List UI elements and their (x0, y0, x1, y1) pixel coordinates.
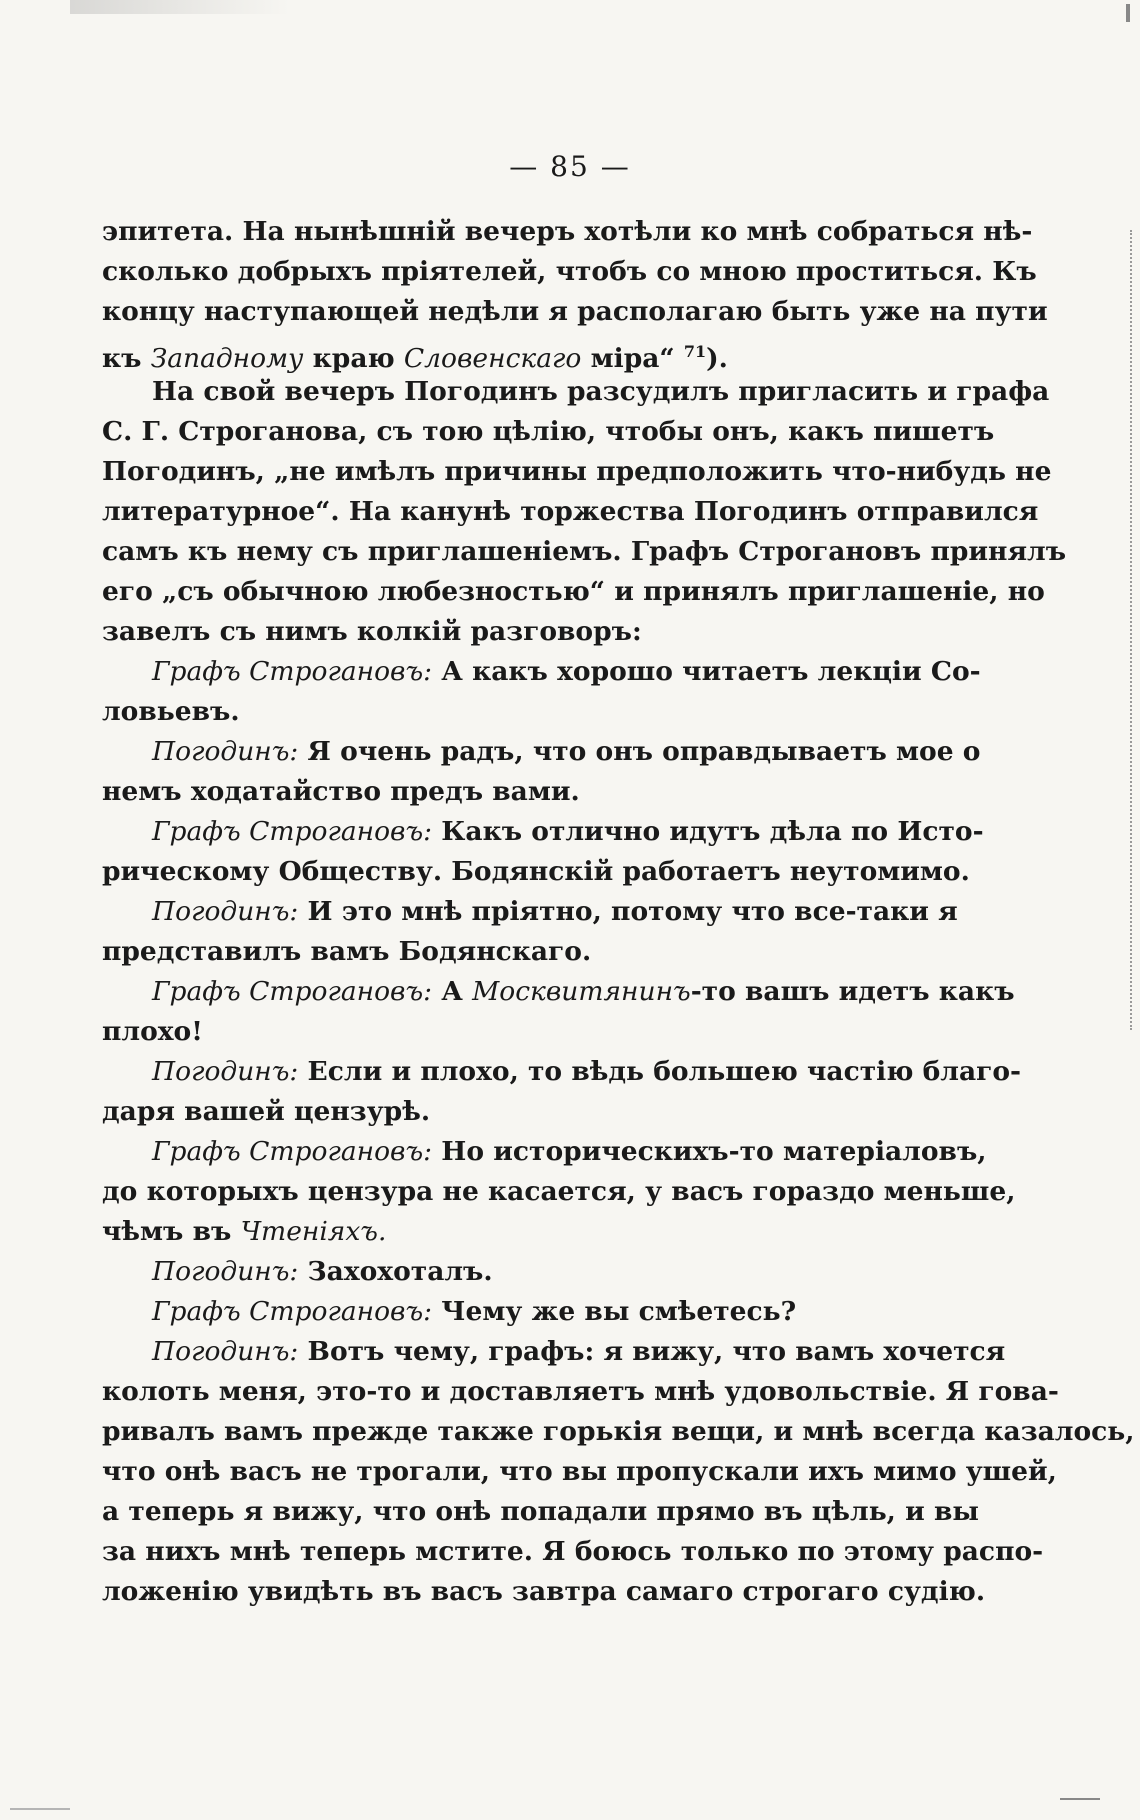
text-segment: А (432, 976, 473, 1007)
text-line (102, 492, 1039, 532)
text-line (102, 1172, 1016, 1212)
text-segment: а теперь я вижу, что онѣ попадали прямо въ цѣль, и вы (102, 1496, 979, 1527)
text-segment: Захохоталъ. (298, 1256, 493, 1287)
text-segment: Чему же вы смѣетесь? (432, 1296, 797, 1327)
scan-edge-mark-bottom-left (10, 1808, 70, 1810)
text-line (102, 212, 1033, 252)
text-line (102, 1412, 1135, 1452)
italic-text: Графъ Строгановъ: (152, 816, 433, 847)
text-segment: Но историческихъ-то матеріаловъ, (432, 1136, 987, 1167)
text-segment: сколько добрыхъ пріятелей, чтобъ со мною проститься. Къ (102, 256, 1037, 287)
text-line (102, 1132, 987, 1172)
text-line (102, 1052, 1022, 1092)
text-segment: до которыхъ цензура не касается, у васъ гораздо меньше, (102, 1176, 1016, 1207)
text-line (102, 652, 981, 692)
italic-text: Погодинъ: (152, 896, 299, 927)
text-segment: завелъ съ нимъ колкій разговоръ: (102, 616, 642, 647)
text-line (102, 1532, 1044, 1572)
italic-text: Словенскаго (403, 342, 582, 374)
text-segment: немъ ходатайство предъ вами. (102, 776, 580, 807)
text-line (102, 772, 938, 812)
text-segment: А какъ хорошо читаетъ лекціи Со- (432, 656, 981, 687)
text-line (102, 852, 970, 892)
text-line (102, 812, 984, 852)
text-segment: представилъ вамъ Бодянскаго. (102, 936, 592, 967)
italic-text: Погодинъ: (152, 1056, 299, 1087)
text-segment: И это мнѣ пріятно, потому что все-таки я (298, 896, 958, 927)
italic-text: Погодинъ: (152, 736, 299, 767)
text-segment: ловьевъ. (102, 696, 240, 727)
text-segment: плохо! (102, 1016, 203, 1047)
text-line (102, 1212, 938, 1252)
text-segment: Я очень радъ, что онъ оправдываетъ мое о (298, 736, 981, 767)
italic-text: Графъ Строгановъ: (152, 1136, 433, 1167)
text-segment: С. Г. Строганова, съ тою цѣлію, чтобы онъ, какъ пишетъ (102, 416, 995, 447)
text-segment: -то вашъ идетъ какъ (690, 976, 1015, 1007)
text-line (102, 412, 995, 452)
text-segment: литературное“. На канунѣ торжества Погодинъ отправился (102, 496, 1039, 527)
text-line (102, 1452, 1057, 1492)
italic-text: Погодинъ: (152, 1256, 299, 1287)
text-segment: что онѣ васъ не трогали, что вы пропускали ихъ мимо ушей, (102, 1456, 1057, 1487)
page-number: — 85 — (509, 150, 631, 183)
text-segment: концу наступающей недѣли я располагаю быть уже на пути (102, 296, 1048, 327)
scan-edge-marks (1100, 230, 1132, 1030)
scan-smudge (70, 0, 290, 14)
italic-text: Москвитянинъ (472, 976, 691, 1007)
text-line (102, 972, 1015, 1012)
text-line (102, 1492, 979, 1532)
text-line (102, 612, 938, 652)
text-segment: колоть меня, это-то и доставляетъ мнѣ удовольствіе. Я гова- (102, 1376, 1059, 1407)
text-line (102, 1012, 938, 1052)
text-segment: ложенію увидѣть въ васъ завтра самаго строгаго судію. (102, 1576, 986, 1607)
text-line (102, 1572, 986, 1612)
italic-text: Графъ Строгановъ: (152, 976, 433, 1007)
text-segment: чѣмъ въ (102, 1216, 241, 1247)
text-line (102, 692, 938, 732)
italic-text: Графъ Строгановъ: (152, 1296, 433, 1327)
italic-text: Чтеніяхъ. (240, 1216, 387, 1247)
text-segment: за нихъ мнѣ теперь мстите. Я боюсь только по этому распо- (102, 1536, 1044, 1567)
text-segment: эпитета. На нынѣшній вечеръ хотѣли ко мнѣ собраться нѣ- (102, 216, 1033, 247)
text-line (102, 732, 981, 772)
text-line (102, 1332, 1006, 1372)
text-segment: На свой вечеръ Погодинъ разсудилъ пригласить и графа (152, 376, 1050, 407)
text-line (102, 452, 1052, 492)
text-line (102, 252, 1037, 292)
text-line (102, 1372, 1059, 1412)
text-line (102, 1292, 938, 1332)
text-line (102, 1092, 938, 1132)
text-segment: самъ къ нему съ приглашеніемъ. Графъ Строгановъ принялъ (102, 536, 1067, 567)
text-line (102, 932, 938, 972)
text-line (102, 292, 1048, 332)
text-segment: къ (102, 342, 151, 374)
text-segment: Если и плохо, то вѣдь большею частію благо- (298, 1056, 1022, 1087)
footnote-ref: 71 (683, 342, 707, 361)
body-text (102, 212, 1135, 1612)
text-segment: ривалъ вамъ прежде также горькія вещи, и мнѣ всегда казалось, (102, 1416, 1135, 1447)
text-segment: міра“ (581, 342, 684, 374)
italic-text: Погодинъ: (152, 1336, 299, 1367)
scan-edge-mark-bottom-right (1060, 1798, 1100, 1800)
text-line (102, 1252, 938, 1292)
text-line (102, 892, 958, 932)
text-line (102, 532, 1067, 572)
text-segment: даря вашей цензурѣ. (102, 1096, 431, 1127)
italic-text: Графъ Строгановъ: (152, 656, 433, 687)
text-segment: ). (706, 342, 728, 374)
italic-text: Западному (150, 342, 304, 374)
text-segment: краю (303, 342, 404, 374)
text-segment: Погодинъ, „не имѣлъ причины предположить что-нибудь не (102, 456, 1052, 487)
text-line (102, 332, 938, 372)
text-line (102, 372, 1050, 412)
text-segment: его „съ обычною любезностью“ и принялъ приглашеніе, но (102, 576, 1045, 607)
text-segment: рическому Обществу. Бодянскій работаетъ неутомимо. (102, 856, 970, 887)
text-line (102, 572, 1045, 612)
text-segment: Вотъ чему, графъ: я вижу, что вамъ хочется (298, 1336, 1006, 1367)
scan-edge-mark-top (1126, 4, 1130, 22)
text-segment: Какъ отлично идутъ дѣла по Исто- (432, 816, 984, 847)
